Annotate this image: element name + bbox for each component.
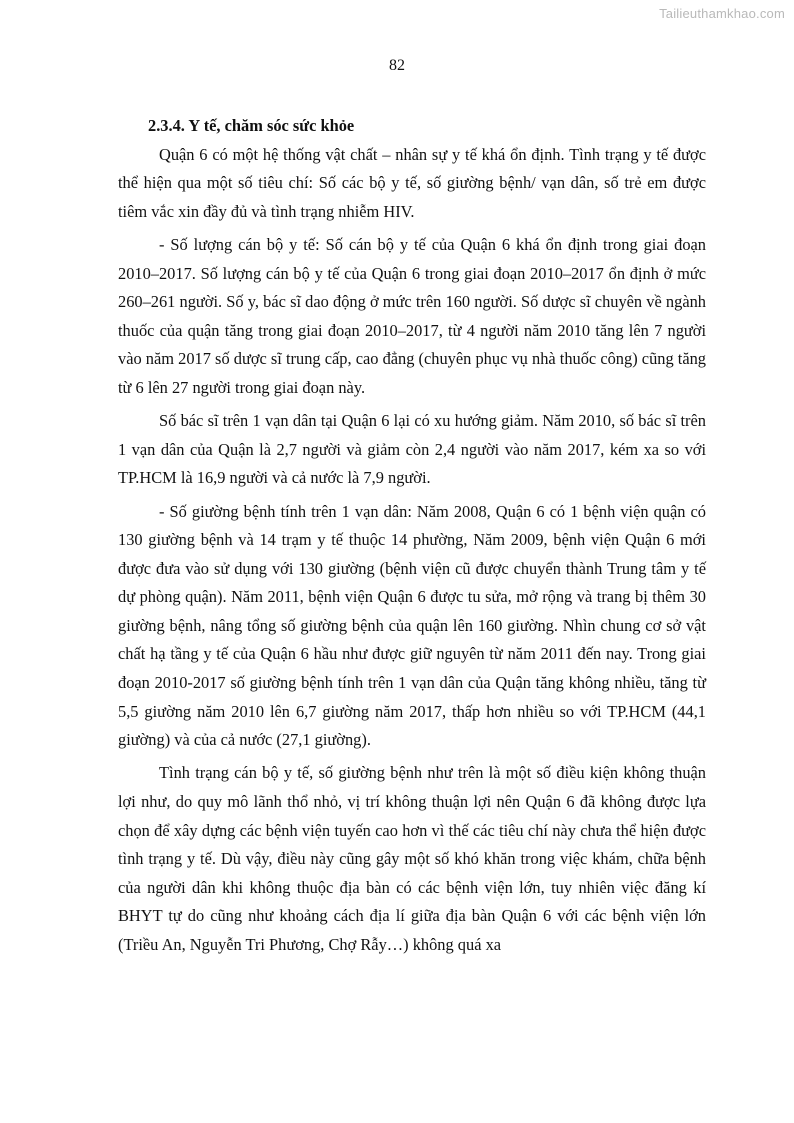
watermark: Tailieuthamkhao.com	[659, 6, 785, 21]
document-body	[118, 112, 706, 964]
page-number: 82	[389, 57, 405, 74]
section-heading: 2.3.4. Y tế, chăm sóc sức khỏe	[148, 116, 355, 135]
paragraph-health-staff: - Số lượng cán bộ y tế: Số cán bộ y tế của Quận 6 khá ổn định trong giai đoạn 2010–2017. Số lượng cán bộ y tế của Quận 6 trong giai đoạn 2010–2017 ổn định ở mức 260–261 người. Số y, bác sĩ dao động ở mức trên 160 người. Số dược sĩ chuyên về ngành thuốc của quận tăng trong giai đoạn 2010–2017, từ 4 người năm 2010 tăng lên 7 người vào năm 2017 số dược sĩ trung cấp, cao đẳng (chuyên phục vụ nhà thuốc công) cũng tăng từ 6 lên 27 người trong giai đoạn này.	[118, 234, 706, 397]
paragraph-conditions: Tình trạng cán bộ y tế, số giường bệnh như trên là một số điều kiện không thuận lợi như, do quy mô lãnh thổ nhỏ, vị trí không thuận lợi nên Quận 6 đã không được lựa chọn để xây dựng các bệnh viện tuyến cao hơn vì thế các tiêu chí này chưa thể hiện được tình trạng y tế. Dù vậy, điều này cũng gây một số khó khăn trong việc khám, chữa bệnh của người dân khi không thuộc địa bàn có các bệnh viện lớn, tuy nhiên việc đăng kí BHYT tự do cũng như khoảng cách địa lí giữa địa bàn Quận 6 với các bệnh viện lớn (Triều An, Nguyễn Tri Phương, Chợ Rẫy…) không quá xa	[118, 763, 706, 954]
paragraph-doctors-per-10k: Số bác sĩ trên 1 vạn dân tại Quận 6 lại có xu hướng giảm. Năm 2010, số bác sĩ trên 1 vạn dân của Quận là 2,7 người và giảm còn 2,4 người vào năm 2017, kém xa so với TP.HCM là 16,9 người và cả nước là 7,9 người.	[118, 411, 706, 488]
paragraph-hospital-beds: - Số giường bệnh tính trên 1 vạn dân: Năm 2008, Quận 6 có 1 bệnh viện quận có 130 giường bệnh và 14 trạm y tế thuộc 14 phường, Năm 2009, bệnh viện Quận 6 mới được đưa vào sử dụng với 130 giường (bệnh viện cũ được chuyển thành Trung tâm y tế dự phòng quận). Năm 2011, bệnh viện Quận 6 được tu sửa, mở rộng và trang bị thêm 30 giường bệnh, nâng tổng số giường bệnh của quận lên 160 giường. Nhìn chung cơ sở vật chất hạ tầng y tế của Quận 6 hầu như được giữ nguyên từ năm 2011 đến nay. Trong giai đoạn 2010-2017 số giường bệnh tính trên 1 vạn dân của Quận tăng không nhiều, tăng từ 5,5 giường năm 2010 lên 6,7 giường năm 2017, thấp hơn nhiều so với TP.HCM (44,1 giường) và của cả nước (27,1 giường).	[118, 501, 706, 750]
paragraph-intro: Quận 6 có một hệ thống vật chất – nhân sự y tế khá ổn định. Tình trạng y tế được thể hiện qua một số tiêu chí: Số các bộ y tế, số giường bệnh/ vạn dân, số trẻ em được tiêm vắc xin đầy đủ và tình trạng nhiễm HIV.	[118, 144, 706, 221]
